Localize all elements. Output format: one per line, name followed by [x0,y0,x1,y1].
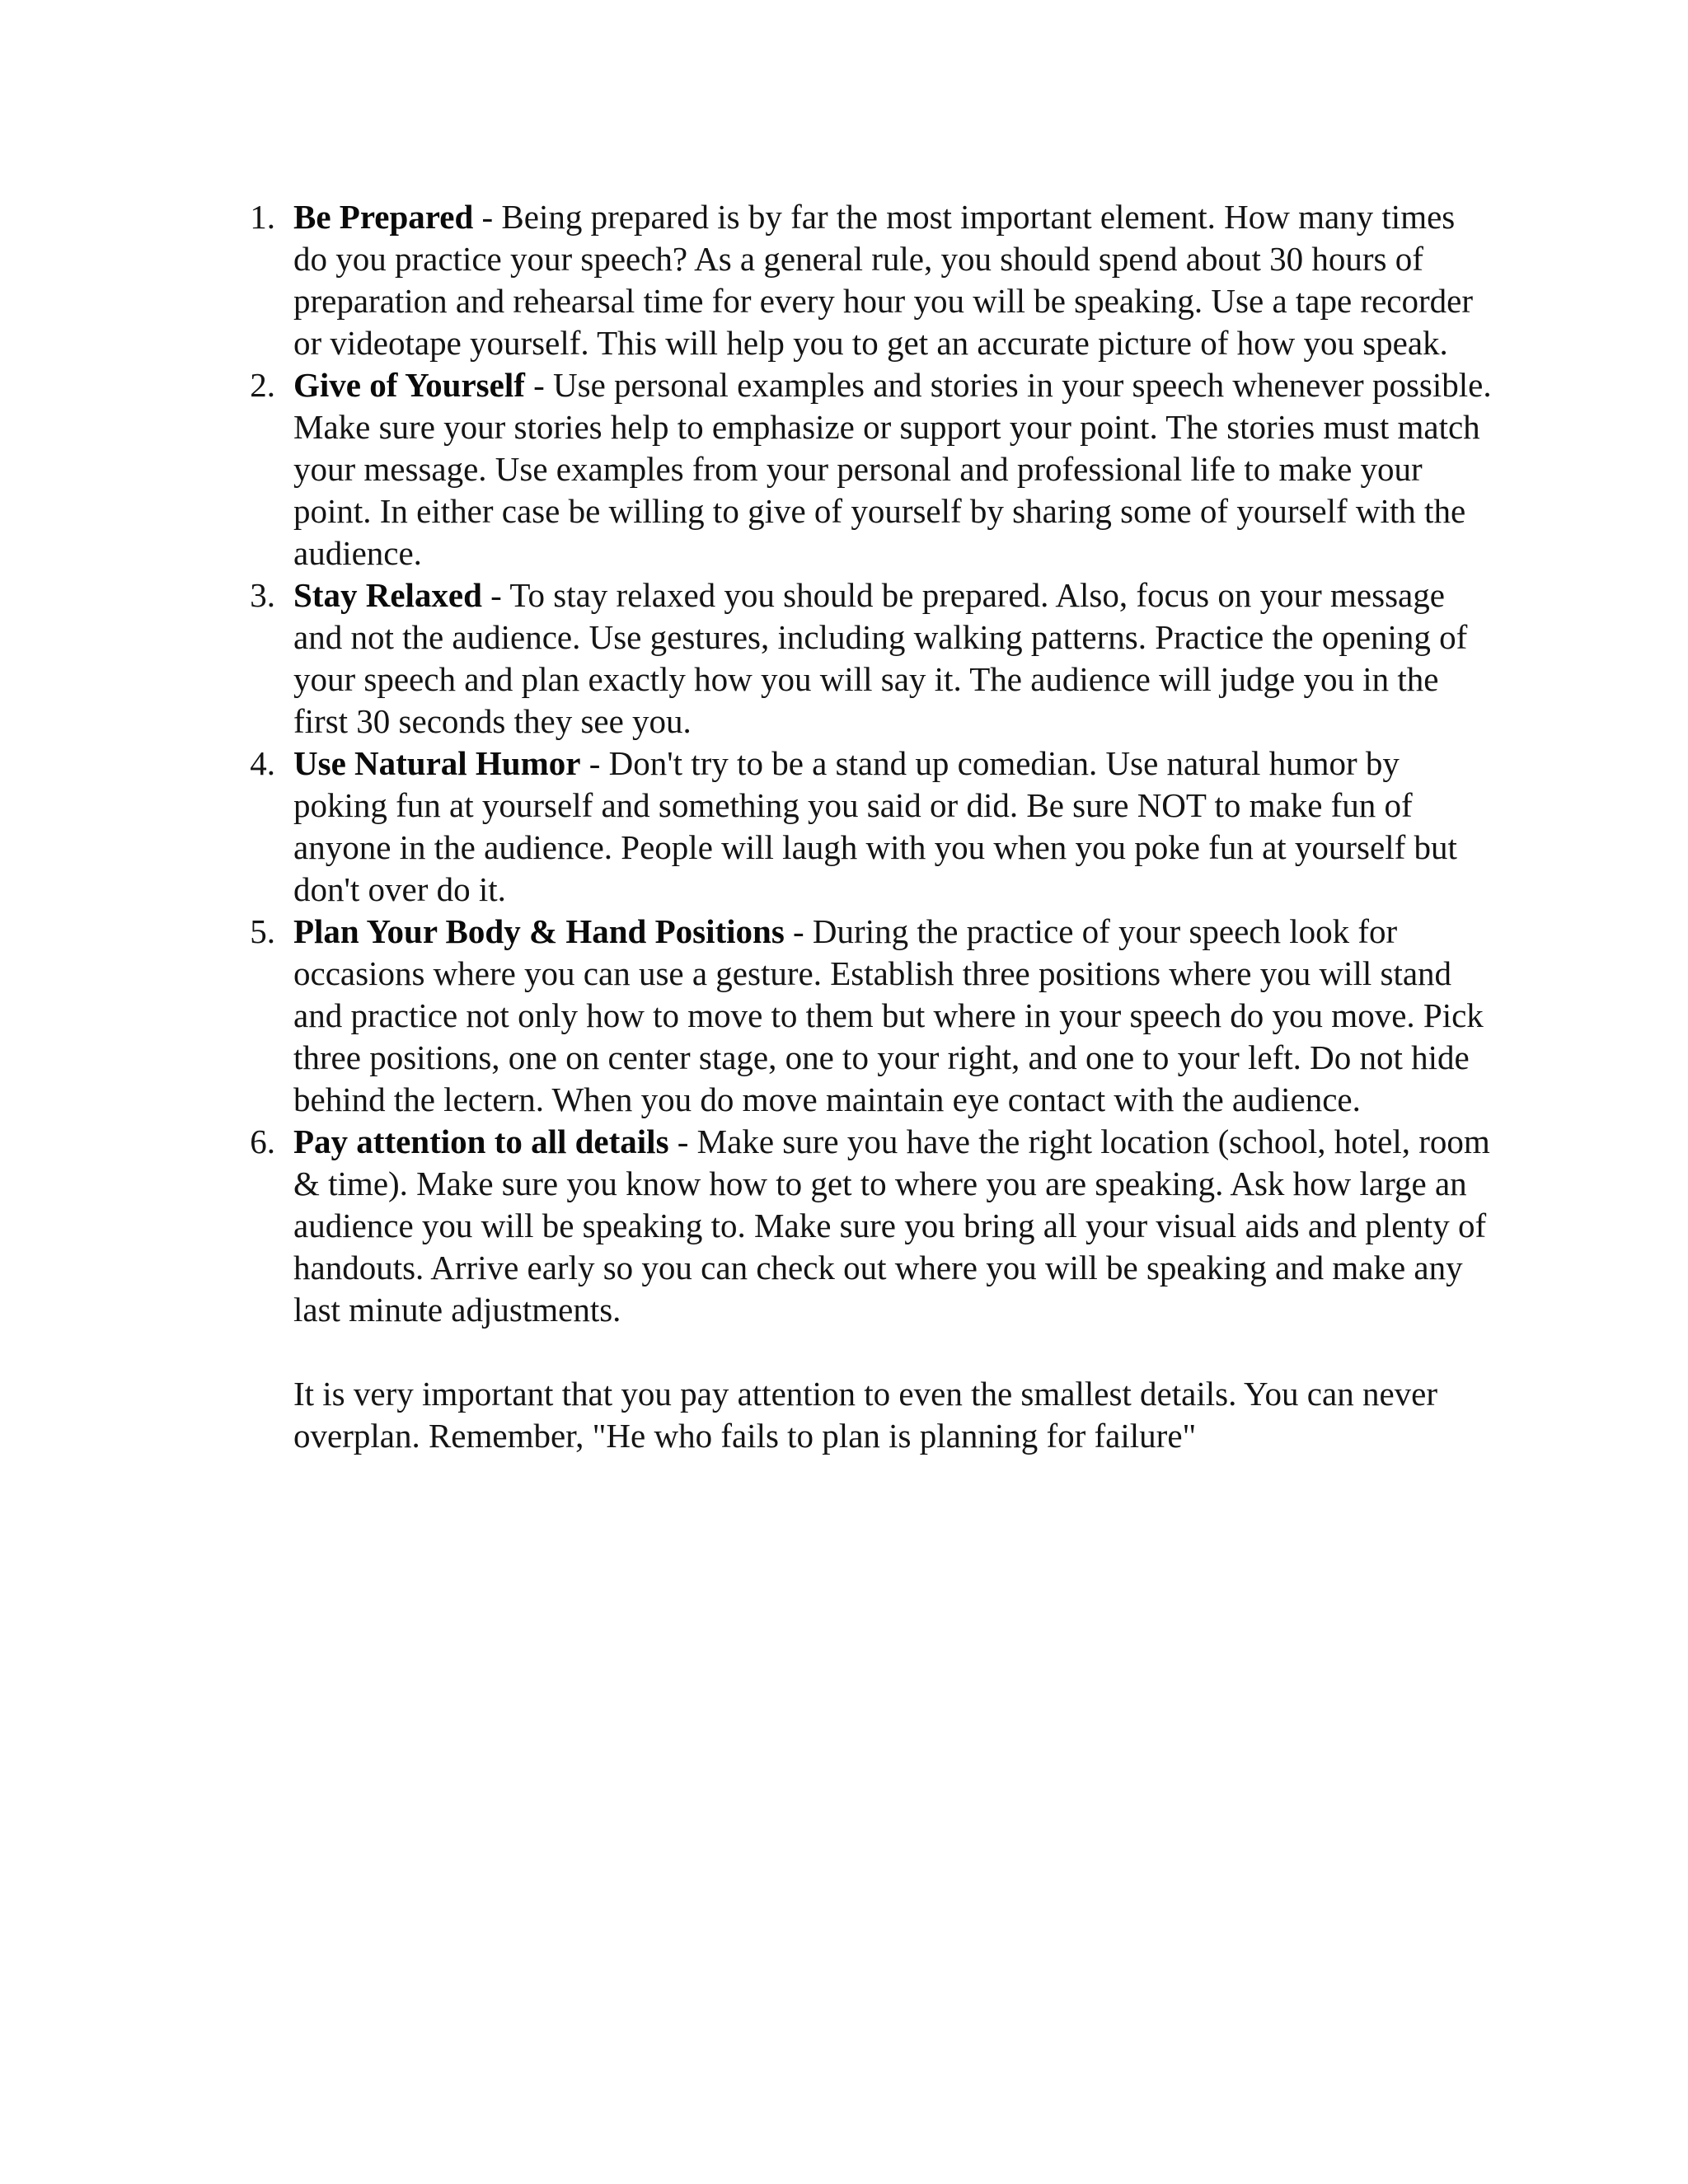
closing-paragraph: It is very important that you pay attention to even the smallest details. You can never overplan. Remember, "He who fails to plan is planning for failure" [293,1375,1437,1455]
list-item-number: 1. [250,198,275,236]
list-item-number: 5. [250,912,275,950]
list-item-text: - Don't try to be a stand up comedian. Use natural humor by poking fun at yourself and something you said or did. Be sure NOT to make fun of anyone in the audience. People will laugh with you when you poke fun at yourself but don't over do it. [293,744,1457,908]
list-item-text: - Make sure you have the right location (school, hotel, room & time). Make sure you know how to get to where you are speaking. Ask how large an audience you will be speaking to. Make sure you bring all your visual aids and plenty of handouts. Arrive early so you can check out where you will be speaking and make any last minute adjustments. [293,1122,1490,1329]
list-item [239,1121,1492,1331]
list-item [239,364,1492,574]
list-item [239,911,1492,1121]
list-item-number: 2. [250,366,275,404]
list-item-title: Plan Your Body & Hand Positions [293,912,785,950]
document-body [239,196,1492,1457]
list-item-text: - Use personal examples and stories in your speech whenever possible. Make sure your stories help to emphasize or support your point. The stories must match your message. Use examples from your personal and professional life to make your point. In either case be willing to give of yourself by sharing some of yourself with the audience. [293,366,1492,572]
list-item [239,574,1492,743]
list-item-title: Give of Yourself [293,366,525,404]
list-item-text: - To stay relaxed you should be prepared. Also, focus on your message and not the audience. Use gestures, including walking patterns. Practice the opening of your speech and plan exactly how you will say it. The audience will judge you in the first 30 seconds they see you. [293,576,1468,740]
list-item-text: - Being prepared is by far the most important element. How many times do you practice your speech? As a general rule, you should spend about 30 hours of preparation and rehearsal time for every hour you will be speaking. Use a tape recorder or videotape yourself. This will help you to get an accurate picture of how you speak. [293,198,1473,362]
list-item-title: Use Natural Humor [293,744,581,782]
tips-list [239,196,1492,1331]
list-item-number: 6. [250,1122,275,1160]
list-item-number: 3. [250,576,275,614]
list-item-text: - During the practice of your speech look for occasions where you can use a gesture. Establish three positions where you will stand and practice not only how to move to them but where in your speech do you move. Pick three positions, one on center stage, one to your right, and one to your left. Do not hide behind the lectern. When you do move maintain eye contact with the audience. [293,912,1484,1118]
list-item-title: Be Prepared [293,198,474,236]
list-item [239,196,1492,364]
list-item-number: 4. [250,744,275,782]
list-item-title: Pay attention to all details [293,1122,669,1160]
list-item-title: Stay Relaxed [293,576,482,614]
list-item [239,743,1492,911]
